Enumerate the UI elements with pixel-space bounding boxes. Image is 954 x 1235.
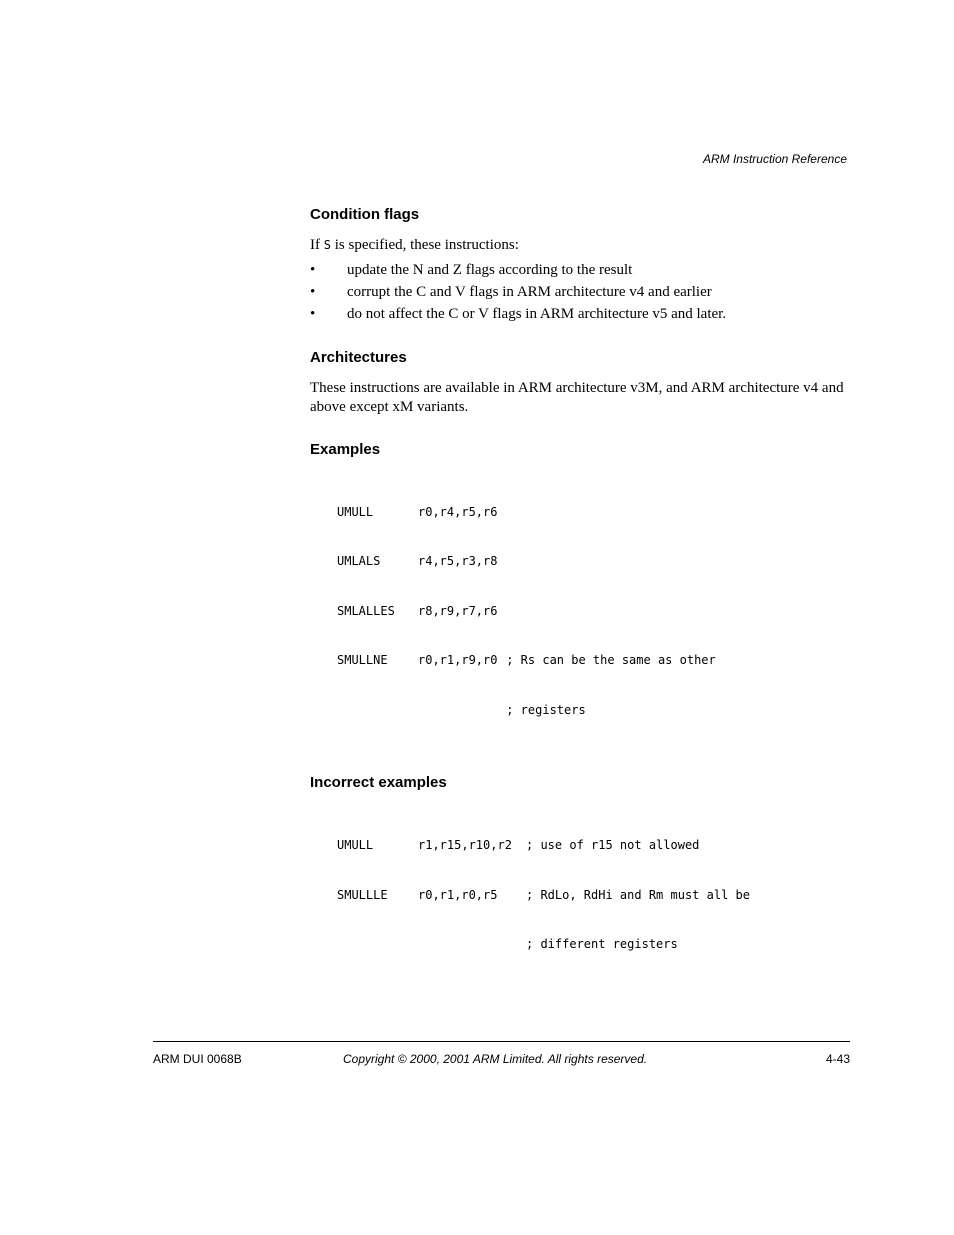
- running-header-title: ARM Instruction Reference: [702, 152, 847, 166]
- code-operands: r4,r5,r3,r8: [418, 554, 498, 568]
- footer-copyright: Copyright © 2000, 2001 ARM Limited. All rights reserved.: [343, 1052, 648, 1066]
- bullet-icon: •: [310, 283, 316, 300]
- condition-flags-list: [310, 259, 850, 325]
- code-operands: r1,r15,r10,r2: [418, 838, 512, 852]
- code-operands: [418, 936, 526, 953]
- condition-flags-intro: [310, 236, 850, 256]
- code-operands: r8,r9,r7,r6: [418, 603, 498, 618]
- list-item-text: update the N and Z flags according to the result: [347, 261, 633, 278]
- code-opcode: UMLALS: [337, 554, 381, 568]
- footer-divider: [153, 1041, 850, 1042]
- code-opcode: SMULLLE: [337, 887, 388, 902]
- list-item-text: do not affect the C or V flags in ARM architecture v5 and later.: [347, 305, 727, 322]
- architectures-body: These instructions are available in ARM architecture v3M, and ARM architecture v4 and above except xM variants.: [310, 379, 844, 415]
- code-comment: ; Rs can be the same as other: [499, 653, 716, 667]
- bullet-icon: •: [310, 305, 316, 322]
- code-opcode: SMULLNE: [337, 653, 388, 667]
- code-line: [337, 603, 850, 620]
- architectures-heading: Architectures: [310, 348, 407, 366]
- code-comment: ; different registers: [526, 937, 678, 951]
- code-opcode: UMULL: [337, 838, 374, 852]
- code-opcode: [337, 936, 418, 953]
- examples-heading: Examples: [310, 440, 381, 458]
- code-comment: ; registers: [499, 702, 586, 717]
- footer-doc-id: ARM DUI 0068B: [153, 1052, 242, 1066]
- condition-flags-heading: Condition flags: [310, 206, 420, 223]
- intro-suffix: is specified, these instructions:: [330, 237, 519, 253]
- list-item: [310, 303, 850, 325]
- code-line: [337, 837, 850, 854]
- code-comment: ; RdLo, RdHi and Rm must all be: [526, 887, 750, 902]
- incorrect-examples-code-block: [310, 804, 850, 986]
- code-operands: r0,r4,r5,r6: [418, 504, 498, 519]
- code-line: [337, 702, 850, 719]
- code-comment: ; use of r15 not allowed: [526, 838, 700, 852]
- list-item: [310, 259, 850, 281]
- footer-page-number: 4-43: [825, 1052, 850, 1066]
- code-operands: r0,r1,r9,r0: [418, 653, 498, 667]
- code-operands: [418, 702, 499, 719]
- list-item: [310, 281, 850, 303]
- code-line: [337, 652, 850, 669]
- code-operands: r0,r1,r0,r5: [418, 887, 498, 902]
- code-line: [337, 504, 850, 521]
- bullet-icon: •: [310, 261, 316, 278]
- main-content: [310, 205, 850, 986]
- intro-prefix: If: [310, 237, 324, 253]
- code-opcode: SMLALLES: [337, 603, 395, 618]
- code-line: [337, 553, 850, 570]
- list-item-text: corrupt the C and V flags in ARM architecture v4 and earlier: [347, 283, 712, 300]
- intro-code-s: S: [323, 238, 331, 252]
- code-opcode: [337, 702, 418, 719]
- code-line: [337, 887, 850, 904]
- page-footer: [153, 1052, 850, 1068]
- code-opcode: UMULL: [337, 504, 374, 519]
- incorrect-examples-heading: Incorrect examples: [310, 774, 447, 791]
- examples-code-block: [310, 471, 850, 752]
- code-line: [337, 936, 850, 953]
